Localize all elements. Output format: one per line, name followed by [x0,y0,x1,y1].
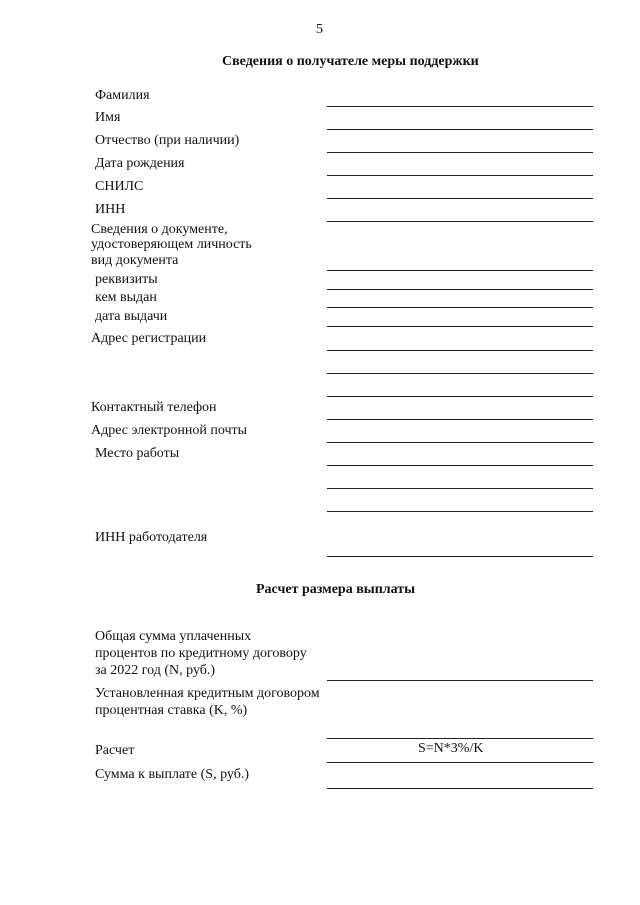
label-issue-date: дата выдачи [95,309,168,324]
reg-address-field-1[interactable] [327,350,593,351]
label-issued-by: кем выдан [95,290,157,305]
calculation-formula: S=N*3%/K [418,741,484,756]
doc-details-field[interactable] [327,289,593,290]
rate-field[interactable] [327,738,593,739]
workplace-field-2[interactable] [327,488,593,489]
section-title-recipient: Сведения о получателе меры поддержки [222,54,479,69]
label-patronymic: Отчество (при наличии) [95,133,240,148]
label-first-name: Имя [95,110,121,125]
section-title-calculation: Расчет размера выплаты [256,582,416,597]
label-calculation: Расчет [95,743,135,758]
doc-type-field[interactable] [327,270,593,271]
label-rate: Установленная кредитным договором процентная ставка (K, %) [95,686,320,718]
workplace-field-3[interactable] [327,511,593,512]
workplace-field-1[interactable] [327,465,593,466]
first-name-field[interactable] [327,129,593,130]
patronymic-field[interactable] [327,152,593,153]
issued-by-field[interactable] [327,307,593,308]
label-interest-total: Общая сумма уплаченных процентов по кредитному договору за 2022 год (N, руб.) [95,629,307,678]
label-workplace: Место работы [95,446,180,461]
last-name-field[interactable] [327,106,593,107]
employer-inn-field[interactable] [327,556,593,557]
label-inn: ИНН [95,202,126,217]
label-last-name: Фамилия [95,88,150,103]
birth-date-field[interactable] [327,175,593,176]
snils-field[interactable] [327,198,593,199]
label-reg-address: Адрес регистрации [91,331,207,346]
phone-field[interactable] [327,419,593,420]
label-birth-date: Дата рождения [95,156,185,171]
issue-date-field[interactable] [327,326,593,327]
reg-address-field-2[interactable] [327,373,593,374]
email-field[interactable] [327,442,593,443]
label-email: Адрес электронной почты [91,423,248,438]
label-id-document: Сведения о документе, удостоверяющем личность [91,222,252,252]
label-doc-type: вид документа [91,253,179,268]
interest-total-field[interactable] [327,680,593,681]
page-number: 5 [316,22,323,37]
label-doc-details: реквизиты [95,272,158,287]
label-employer-inn: ИНН работодателя [95,530,208,545]
label-snils: СНИЛС [95,179,144,194]
label-payout: Сумма к выплате (S, руб.) [95,767,249,782]
reg-address-field-3[interactable] [327,396,593,397]
calculation-field[interactable] [327,762,593,763]
inn-field[interactable] [327,221,593,222]
label-phone: Контактный телефон [91,400,217,415]
payout-field[interactable] [327,788,593,789]
